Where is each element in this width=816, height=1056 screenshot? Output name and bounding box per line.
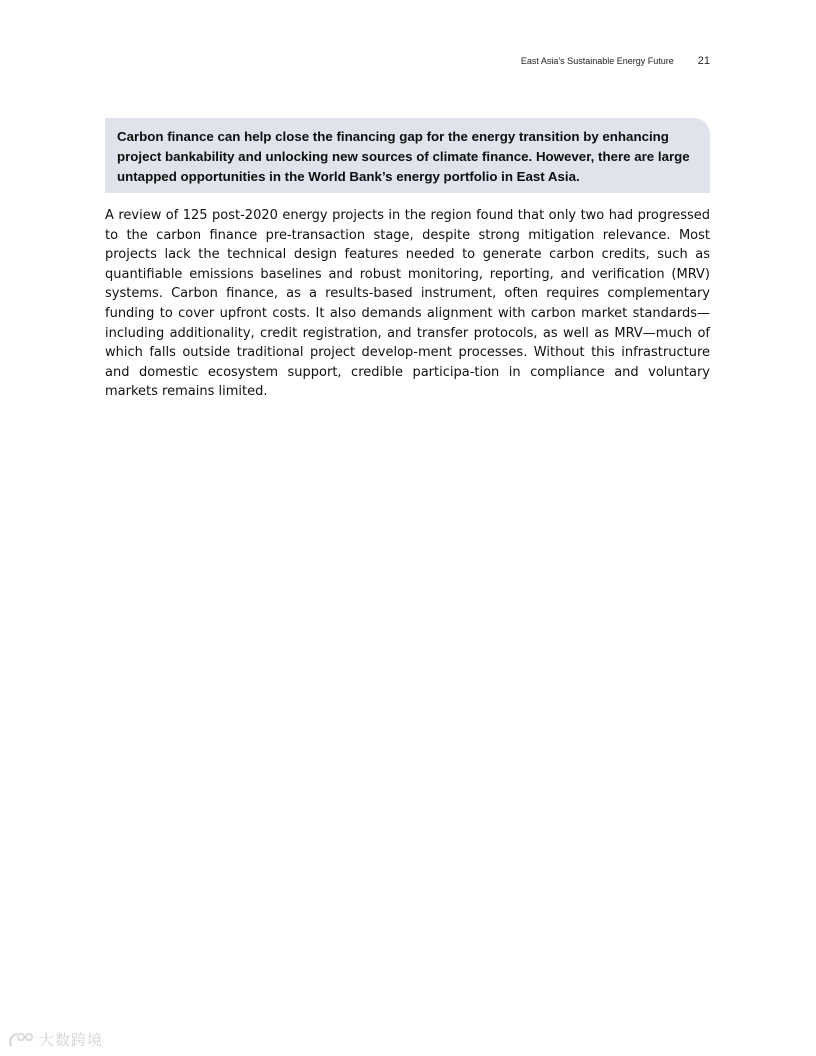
running-header [521,55,710,67]
watermark-text: 大数跨境 [39,1031,104,1049]
watermark-logo-icon [8,1031,36,1049]
body-paragraph: A review of 125 post-2020 energy projects in the region found that only two had progressed to the carbon finance pre-transaction stage, despite strong mitigation relevance. Most projects lack the technical design features needed to generate carbon credits, such as quantifiable emissions baselines and robust monitoring, reporting, and verification (MRV) systems. Carbon finance, as a results-based instrument, often requires complementary funding to cover upfront costs. It also demands alignment with carbon market standards—including additionality, credit registration, and transfer protocols, as well as MRV—much of which falls outside traditional project develop-ment processes. Without this infrastructure and domestic ecosystem support, credible participa-tion in compliance and voluntary markets remains limited. [105,208,710,400]
header-title: East Asia’s Sustainable Energy Future [520,56,674,66]
key-message-callout [105,118,710,193]
watermark [8,1029,103,1050]
callout-text: Carbon finance can help close the financing gap for the energy transition by enhancing project bankability and unlocking new sources of climate finance. However, there are large untapped opportunities in the World Bank’s energy portfolio in East Asia. [117,129,690,184]
page-number: 21 [697,55,710,67]
